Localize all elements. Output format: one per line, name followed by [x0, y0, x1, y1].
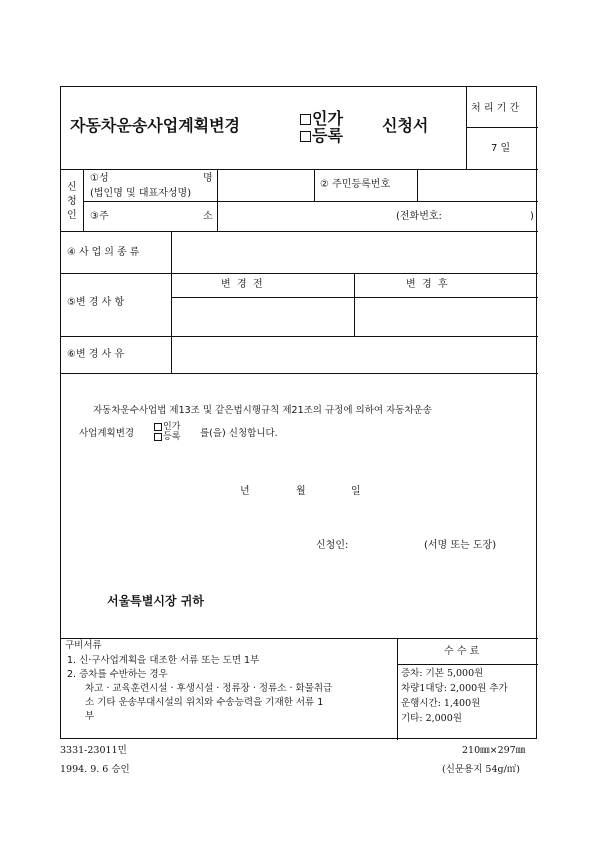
checkbox-license[interactable]: [300, 114, 311, 125]
resident-id-label: ② 주민등록번호: [320, 179, 391, 190]
address-label: ③주: [90, 211, 109, 222]
statement-prefix: 사업계획변경: [79, 428, 135, 439]
name-label-end: 명: [203, 173, 213, 184]
statement-suffix: 를(을) 신청합니다.: [200, 428, 278, 439]
documents-heading: 구비서류: [65, 640, 102, 651]
address-field[interactable]: [219, 203, 389, 229]
addressee: 서울특별시장 귀하: [107, 594, 204, 608]
form-number: 3331-23011민: [60, 745, 127, 756]
change-items-label: ⑤변 경 사 항: [67, 297, 125, 308]
before-change-header: 변 경 전: [221, 279, 263, 290]
divider: [61, 169, 538, 170]
divider: [61, 373, 538, 374]
applicant-sign-field[interactable]: [356, 535, 416, 555]
divider: [354, 273, 355, 336]
date-year-label: 년: [240, 486, 250, 497]
documents-item-2-line4: 부: [85, 711, 95, 722]
documents-item-2-line3: 소 기타 운송부대시설의 위치와 수송능력을 기재한 서류 1: [85, 697, 324, 708]
applicant-side-label: 신 청 인: [67, 182, 77, 221]
approval-date: 1994. 9. 6 승인: [60, 764, 130, 775]
checkbox-registration-body[interactable]: [154, 433, 162, 441]
checkbox-license-body[interactable]: [154, 423, 162, 431]
paper-type: (신문용지 54g/㎡): [442, 764, 521, 775]
title-suffix: 신청서: [382, 116, 429, 135]
applicant-sign-label: 신청인:: [316, 540, 349, 551]
fee-line-4: 기타: 2,000원: [401, 713, 462, 724]
after-change-field[interactable]: [357, 299, 535, 334]
divider: [171, 297, 538, 298]
divider: [61, 273, 538, 274]
form-title: 자동차운송사업계획변경: [70, 116, 241, 135]
statement-line-1: 자동차운수사업법 제13조 및 같은법시행규칙 제21조의 규정에 의하여 자동차운송: [93, 405, 432, 416]
divider: [217, 169, 218, 231]
title-options: 인가 등록: [300, 110, 343, 144]
name-field[interactable]: [219, 171, 311, 199]
fee-line-1: 증차: 기본 5,000원: [401, 668, 484, 679]
divider: [466, 127, 538, 128]
date-month-label: 월: [296, 486, 306, 497]
after-change-header: 변 경 후: [406, 279, 448, 290]
documents-item-1: 1. 신·구사업계획을 대조한 서류 또는 도면 1부: [67, 655, 260, 666]
documents-item-2: 2. 증차를 수반하는 경우: [67, 669, 168, 680]
name-label: ①성: [90, 173, 109, 184]
statement-options: 인가 등록: [154, 422, 180, 442]
divider: [314, 169, 315, 201]
signature-note: (서명 또는 도장): [424, 540, 497, 551]
fee-line-2: 차량1대당: 2,000원 추가: [401, 683, 508, 694]
phone-close: ): [530, 211, 534, 222]
phone-label: (전화번호:: [396, 211, 442, 222]
before-change-field[interactable]: [173, 299, 351, 334]
divider: [83, 201, 538, 202]
divider: [397, 664, 538, 665]
divider: [171, 231, 172, 336]
resident-id-field[interactable]: [419, 171, 535, 199]
date-day-label: 일: [351, 486, 361, 497]
name-sublabel: (법인명 및 대표자성명): [90, 188, 192, 199]
application-form: [60, 86, 537, 739]
business-type-field[interactable]: [173, 233, 535, 271]
divider: [466, 87, 467, 169]
business-type-label: ④사업의종류: [67, 247, 143, 258]
paper-size: 210㎜×297㎜: [462, 745, 526, 756]
checkbox-registration[interactable]: [300, 131, 311, 142]
divider: [171, 336, 172, 373]
divider: [83, 169, 84, 231]
divider: [61, 231, 538, 232]
process-period-value: 7 일: [491, 143, 511, 154]
divider: [397, 638, 398, 740]
fee-line-3: 운행시간: 1,400원: [401, 698, 481, 709]
documents-item-2-line2: 차고 · 교육훈련시설 · 후생시설 · 정류장 · 정류소 · 화물취급: [85, 683, 333, 694]
change-reason-field[interactable]: [173, 338, 535, 371]
process-period-label: 처 리 기 간: [471, 103, 520, 114]
divider: [417, 169, 418, 201]
fees-heading: 수 수 료: [444, 646, 480, 657]
address-label-end: 소: [203, 211, 213, 222]
divider: [61, 336, 538, 337]
change-reason-label: ⑥변 경 사 유: [67, 349, 125, 360]
divider: [61, 638, 538, 639]
